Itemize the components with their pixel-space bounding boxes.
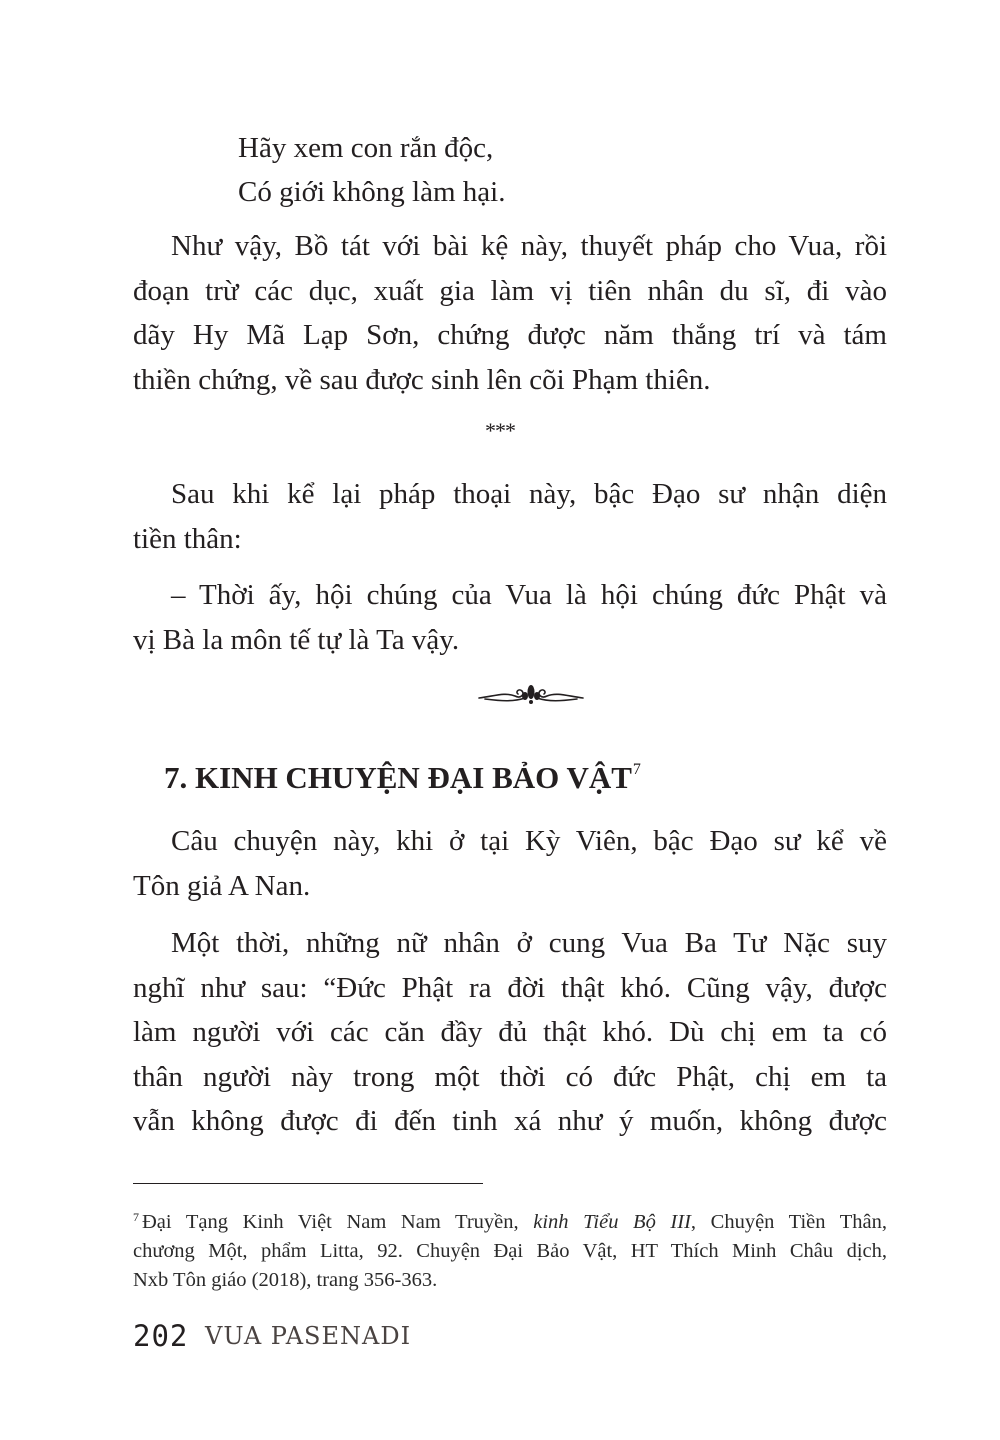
chapter-heading [164, 760, 641, 796]
paragraph-intro [133, 819, 887, 908]
text-line: Tôn giả A Nan. [133, 869, 311, 902]
verse [238, 126, 505, 214]
text-line: Câu chuyện này, khi ở tại Kỳ Viên, bậc Đạo sư kể về [171, 825, 887, 857]
paragraph-story [133, 921, 887, 1144]
footnote-line: chương Một, phẩm Litta, 92. Chuyện Đại Bảo Vật, HT Thích Minh Châu dịch, [133, 1240, 887, 1262]
text-line: vị Bà la môn tế tự là Ta vậy. [133, 623, 460, 656]
text-line: làm người với các căn đầy đủ thật khó. Dù chị em ta có [133, 1016, 887, 1049]
text-line: Một thời, những nữ nhân ở cung Vua Ba Tư Nặc suy [171, 927, 887, 959]
section-separator-stars: *** [485, 418, 515, 443]
paragraph-bodhisatta [133, 224, 887, 402]
footnote [133, 1203, 887, 1295]
paragraph-identification [133, 472, 887, 561]
text-line: Sau khi kể lại pháp thoại này, bậc Đạo sư nhận diện [171, 478, 887, 510]
text-line: đoạn trừ các dục, xuất gia làm vị tiên nhân du sĩ, đi vào [133, 274, 887, 307]
footnote-text: , Chuyện Tiền Thân, [690, 1211, 887, 1233]
footnote-reference[interactable]: 7 [632, 761, 641, 778]
footnote-marker: 7 [133, 1210, 139, 1224]
scroll-ornament-icon [475, 680, 587, 710]
text-line: thân người này trong một thời có đức Phật, chị em ta [133, 1060, 887, 1093]
footnote-text: Đại Tạng Kinh Việt Nam Nam Truyền, [142, 1211, 534, 1233]
text-line: Như vậy, Bồ tát với bài kệ này, thuyết pháp cho Vua, rồi [171, 230, 887, 262]
text-line: dãy Hy Mã Lạp Sơn, chứng được năm thắng trí và tám [133, 319, 887, 352]
text-line: thiền chứng, về sau được sinh lên cõi Phạm thiên. [133, 363, 711, 396]
chapter-title: 7. KINH CHUYỆN ĐẠI BẢO VẬT [164, 760, 632, 795]
footnote-line: Nxb Tôn giáo (2018), trang 356-363. [133, 1269, 438, 1291]
text-line: nghĩ như sau: “Đức Phật ra đời thật khó. Cũng vậy, được [133, 971, 887, 1004]
footnote-line [133, 1203, 887, 1237]
footnote-divider [133, 1183, 483, 1184]
text-line: tiền thân: [133, 522, 242, 555]
footnote-italic-title: kinh Tiểu Bộ III [533, 1211, 691, 1233]
text-line: vẫn không được đi đến tinh xá như ý muốn, không được [133, 1105, 887, 1138]
paragraph-dialogue [133, 573, 887, 662]
text-line: – Thời ấy, hội chúng của Vua là hội chúng đức Phật và [171, 579, 887, 611]
verse-line: Có giới không làm hại. [238, 176, 506, 208]
verse-line: Hãy xem con rắn độc, [238, 132, 494, 164]
page-number: 202 [133, 1319, 189, 1353]
running-head: VUA PASENADI [205, 1322, 412, 1350]
